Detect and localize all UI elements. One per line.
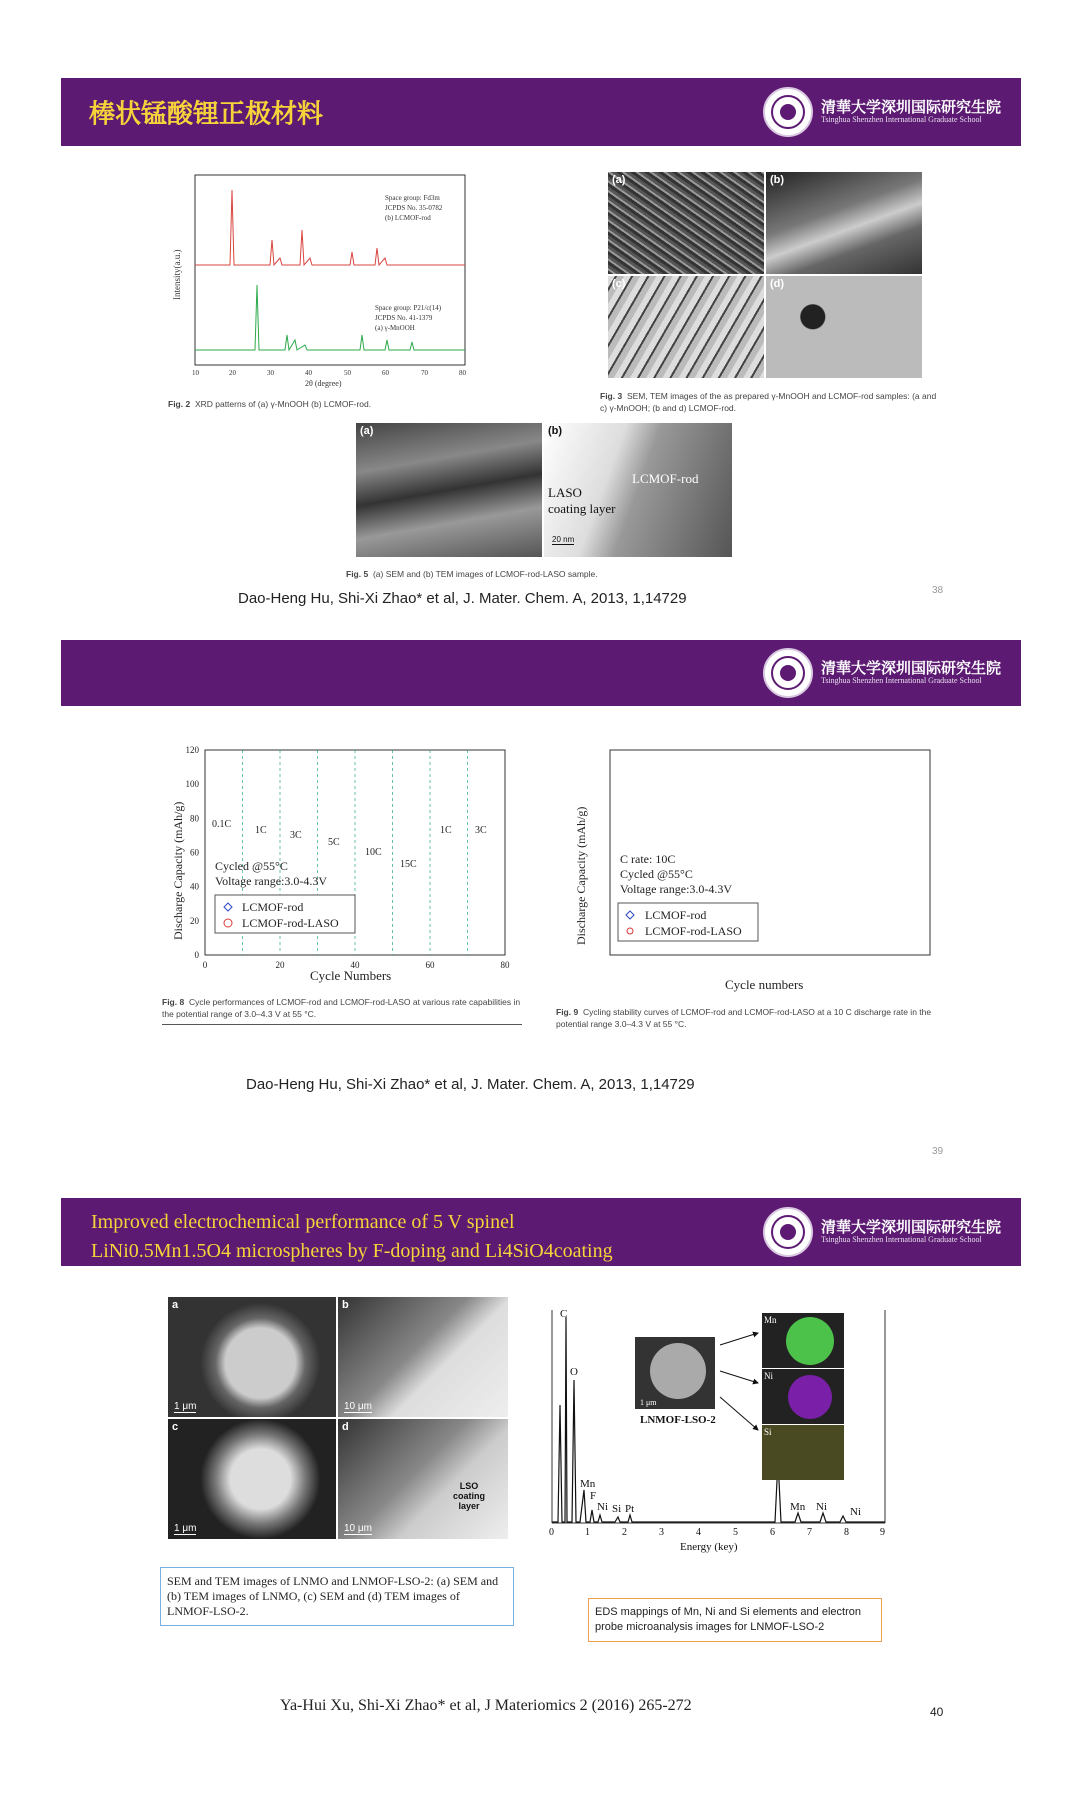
fig9-note3: Voltage range:3.0-4.3V	[620, 882, 733, 896]
scale: 1 μm	[174, 1523, 197, 1534]
eds-tick: 8	[844, 1527, 849, 1538]
slide2-banner	[61, 640, 1021, 706]
xrd-bot3: (a) γ-MnOOH	[375, 324, 415, 332]
xrd-tick: 10	[192, 369, 199, 377]
xrd-bot2: JCPDS No. 41-1379	[375, 314, 433, 322]
logo-cn: 清華大学深圳国际研究生院	[820, 1218, 1001, 1237]
xrd-top1: Space group: Fd3m	[385, 194, 440, 202]
fig5-laso1: LASO	[548, 485, 582, 500]
sem-panel-b: (b)	[766, 172, 922, 274]
fig5-panel-b: (b) LCMOF-rod LASO coating layer 20 nm	[544, 423, 732, 557]
lnmo-panel-a: a 1 μm	[168, 1297, 336, 1417]
slide1-citation: Dao-Heng Hu, Shi-Xi Zhao* et al, J. Mater. Chem. A, 2013, 1,14729	[238, 590, 687, 607]
eds-caption-box: EDS mappings of Mn, Ni and Si elements and electron probe microanalysis images for LNMOF-LSO-2	[588, 1598, 882, 1642]
sem-caption-box: SEM and TEM images of LNMO and LNMOF-LSO-2: (a) SEM and (b) TEM images of LNMO, (c) SEM and (d) TEM images of LNMOF-LSO-2.	[160, 1567, 514, 1626]
logo-cn: 清華大学深圳国际研究生院	[820, 98, 1001, 117]
fig9-note2: Cycled @55°C	[620, 867, 693, 881]
eds-tick: 4	[696, 1527, 701, 1538]
peak-label: Ni	[816, 1501, 827, 1513]
scale: 10 μm	[344, 1401, 372, 1412]
inset-scale: 1 μm	[640, 1398, 657, 1407]
fig8-caption: Fig. 8 Cycle performances of LCMOF-rod and LCMOF-rod-LASO at various rate capabilities in the potential range of 3.0–4.3 V at 55 °C.	[162, 996, 522, 1025]
ytick-label: 80	[190, 813, 199, 824]
fig8-legend1: LCMOF-rod	[242, 900, 304, 914]
fig8-chart	[160, 745, 520, 995]
xrd-figure	[160, 170, 480, 390]
fig8-rate: 3C	[475, 825, 487, 836]
fig5-images	[356, 423, 732, 557]
xrd-xlabel: 2θ (degree)	[305, 379, 342, 388]
seal-icon	[763, 87, 813, 137]
xrd-top3: (b) LCMOF-rod	[385, 214, 431, 222]
fig8-rate: 15C	[400, 859, 417, 870]
xrd-tick: 50	[344, 369, 351, 377]
inset-label: LNMOF-LSO-2	[640, 1414, 716, 1426]
xrd-tick: 30	[267, 369, 274, 377]
sem-panel-a: (a)	[608, 172, 764, 274]
xrd-tick: 20	[229, 369, 236, 377]
xtick-label: 60	[425, 960, 435, 970]
fig2-caption: Fig. 2 XRD patterns of (a) γ-MnOOH (b) LCMOF-rod.	[168, 399, 372, 409]
fig8-xlabel: Cycle Numbers	[310, 968, 392, 983]
xrd-tick: 80	[459, 369, 466, 377]
lnmo-panel-c: c 1 μm	[168, 1419, 336, 1539]
fig8-rate: 5C	[328, 837, 340, 848]
xrd-tick: 60	[382, 369, 389, 377]
fig8-rate: 1C	[440, 825, 452, 836]
ytick-label: 20	[190, 915, 199, 926]
ytick-label: 40	[190, 881, 199, 892]
logo-en: Tsinghua Shenzhen International Graduate School	[820, 675, 982, 685]
peak-label: Mn	[790, 1501, 806, 1513]
peak-label: C	[560, 1308, 568, 1320]
map-label: Mn	[764, 1315, 777, 1325]
xrd-tick: 40	[305, 369, 312, 377]
fig5-panel-a: (a)	[356, 423, 542, 557]
xtick-label: 40	[350, 960, 360, 970]
peak-label: Ni	[850, 1506, 861, 1518]
slide1-banner	[61, 78, 1021, 146]
logo-en: Tsinghua Shenzhen International Graduate School	[820, 114, 982, 124]
slide2-page: 39	[932, 1146, 944, 1157]
peak-label: Si	[612, 1503, 622, 1515]
eds-tick: 0	[549, 1527, 554, 1538]
xtick-label: 20	[275, 960, 285, 970]
slide3-citation: Ya-Hui Xu, Shi-Xi Zhao* et al, J Materiomics 2 (2016) 265-272	[280, 1697, 692, 1714]
fig9-legend1: LCMOF-rod	[645, 908, 707, 922]
sem-grid	[608, 172, 922, 378]
fig9-legend2: LCMOF-rod-LASO	[645, 924, 742, 938]
slide1-page: 38	[932, 585, 944, 596]
lnmo-panel-b: b 10 μm	[338, 1297, 508, 1417]
sem-panel-c: (c)	[608, 276, 764, 378]
ytick-label: 60	[190, 847, 199, 858]
eds-tick: 5	[733, 1527, 738, 1538]
fig5-scale: 20 nm	[552, 535, 575, 544]
xtick-label: 80	[500, 960, 510, 970]
ytick-label: 100	[185, 779, 199, 790]
peak-label: F	[590, 1490, 597, 1502]
fig3-caption: Fig. 3 SEM, TEM images of the as prepared γ-MnOOH and LCMOF-rod samples: (a and c) γ-MnOOH; (b and d) LCMOF-rod.	[600, 391, 937, 413]
slide3-page: 40	[930, 1705, 944, 1719]
lso-label: LSO coating layer	[452, 1481, 485, 1511]
peak-label: Mn	[580, 1478, 596, 1490]
eds-tick: 1	[585, 1527, 590, 1538]
fig9-caption: Fig. 9 Cycling stability curves of LCMOF-rod and LCMOF-rod-LASO at a 10 C discharge rate in the potential range 3.0–4.3 V at 55 °C.	[556, 1007, 932, 1029]
map-label: Ni	[764, 1371, 773, 1381]
fig8-rate: 10C	[365, 847, 382, 858]
ytick-label: 120	[185, 745, 199, 755]
logo-cn: 清華大学深圳国际研究生院	[820, 659, 1001, 678]
fig8-rate: 3C	[290, 830, 302, 841]
eds-tick: 2	[622, 1527, 627, 1538]
university-logo	[763, 1207, 1001, 1257]
fig9-note1: C rate: 10C	[620, 852, 676, 866]
fig8-note1: Cycled @55°C	[215, 859, 288, 873]
fig8-legend2: LCMOF-rod-LASO	[242, 916, 339, 930]
fig8-note2: Voltage range:3.0-4.3V	[215, 874, 328, 888]
university-logo	[763, 648, 1001, 698]
logo-en: Tsinghua Shenzhen International Graduate School	[820, 1234, 982, 1244]
eds-tick: 3	[659, 1527, 664, 1538]
lnmo-sem-grid	[168, 1297, 508, 1539]
university-logo	[763, 87, 1001, 137]
fig5-laso2: coating layer	[548, 501, 616, 516]
fig5-lcmof: LCMOF-rod	[632, 471, 699, 486]
eds-xlabel: Energy (key)	[680, 1541, 738, 1553]
fig8-rate: 1C	[255, 825, 267, 836]
scale: 1 μm	[174, 1401, 197, 1412]
xrd-ylabel: Intensity(a.u.)	[172, 249, 182, 300]
xrd-bot1: Space group: P21/c(14)	[375, 304, 442, 312]
fig9-ylabel: Discharge Capacity (mAh/g)	[574, 806, 588, 945]
eds-tick: 6	[770, 1527, 775, 1538]
xtick-label: 0	[202, 960, 208, 970]
fig8-rate: 0.1C	[212, 819, 232, 830]
fig9-xlabel: Cycle numbers	[725, 977, 804, 992]
slide3-title: Improved electrochemical performance of 5 V spinel LiNi0.5Mn1.5O4 microspheres by F-doping and Li4SiO4coating	[91, 1211, 613, 1262]
peak-label: Pt	[625, 1503, 635, 1515]
sem-panel-d: (d)	[766, 276, 922, 378]
seal-icon	[763, 1207, 813, 1257]
scale: 10 μm	[344, 1523, 372, 1534]
fig5-caption: Fig. 5 (a) SEM and (b) TEM images of LCMOF-rod-LASO sample.	[346, 569, 598, 579]
map-label: Si	[764, 1427, 772, 1437]
peak-label: Ni	[597, 1501, 608, 1513]
eds-spectrum	[540, 1305, 890, 1555]
eds-tick: 9	[880, 1527, 885, 1538]
xrd-top2: JCPDS No. 35-0782	[385, 204, 443, 212]
seal-icon	[763, 648, 813, 698]
xrd-tick: 70	[421, 369, 428, 377]
fig9-chart	[560, 745, 940, 1000]
fig8-ylabel: Discharge Capacity (mAh/g)	[171, 801, 185, 940]
peak-label: O	[570, 1366, 578, 1378]
slide3-banner	[61, 1198, 1021, 1266]
slide2-citation: Dao-Heng Hu, Shi-Xi Zhao* et al, J. Mater. Chem. A, 2013, 1,14729	[246, 1076, 695, 1093]
eds-tick: 7	[807, 1527, 812, 1538]
slide1-title: 棒状锰酸锂正极材料	[89, 99, 324, 130]
lnmo-panel-d: d LSO coating layer 10 μm	[338, 1419, 508, 1539]
ytick-label: 0	[194, 950, 199, 960]
